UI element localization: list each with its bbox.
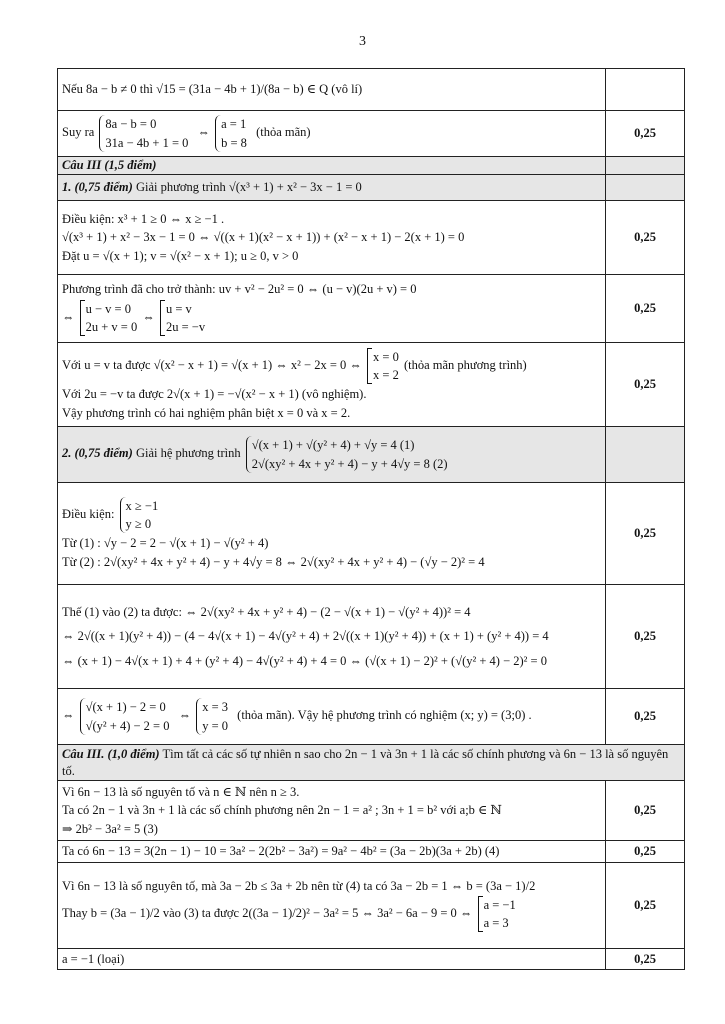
- score-cell: 0,25: [606, 689, 685, 745]
- equation: Với u = v ta được √(x² − x + 1) = √(x + 1) ⇔ x² − 2x = 0 ⇔: [62, 357, 362, 372]
- score-cell: [606, 157, 685, 175]
- problem-text: [62, 746, 680, 779]
- problem-heading: 1. (0,75 điểm): [62, 180, 133, 195]
- problem-title: [58, 175, 606, 201]
- score-cell: 0,25: [606, 275, 685, 343]
- math-line: Vì 6n − 13 là số nguyên tố, mà 3a − 2b ≤ 3a + 2b nên từ (4) ta có 3a − 2b = 1 ⇔ b = (3a − 1)/2: [62, 878, 536, 893]
- equation-union: [478, 896, 516, 932]
- math-line: Ta có 2n − 1 và 3n + 1 là các số chính phương nên 2n − 1 = a² ; 3n + 1 = b² với a;b ∈ ℕ: [62, 803, 502, 818]
- math-line: Thế (1) vào (2) ta được: ⇔ 2√(xy² + 4x + y² + 4) − (2 − √(x + 1) − √(y² + 4))² = 4: [62, 604, 471, 619]
- equation: y ≥ 0: [125, 517, 152, 531]
- equivalence-symbol: ⇔: [142, 309, 155, 324]
- equation-union: [367, 348, 399, 384]
- solution-table: [57, 68, 685, 970]
- math-line: Vậy phương trình có hai nghiệm phân biệt x = 0 và x = 2.: [62, 405, 351, 420]
- equation: √(y² + 4) − 2 = 0: [85, 718, 170, 733]
- math-line: ⇔ 2√((x + 1)(y² + 4)) − (4 − 4√(x + 1) − 4√(y² + 4) + 2√((x + 1)(y² + 4)) + (x + 1) + (y² + 4)) = 4: [62, 629, 549, 644]
- label: Suy ra: [62, 125, 95, 140]
- equation: b = 8: [221, 135, 247, 150]
- note: (thỏa mãn phương trình): [403, 357, 527, 372]
- content-cell: [58, 689, 606, 745]
- score-cell: 0,25: [606, 781, 685, 841]
- problem-statement: Tìm tất cả các số tự nhiên n sao cho 2n − 1 và 3n + 1 là các số chính phương và 6n − 13 là số nguyên tố.: [62, 747, 669, 778]
- equivalence-symbol: ⇔: [197, 125, 210, 140]
- score-cell: 0,25: [606, 111, 685, 157]
- equation: a = 1: [221, 117, 247, 132]
- score-cell: 0,25: [606, 201, 685, 275]
- problem-heading: Câu III. (1,0 điểm): [62, 747, 160, 761]
- equation: 2u + v = 0: [85, 319, 138, 334]
- equation: Thay b = (3a − 1)/2 vào (3) ta được 2((3a − 1)/2)² − 3a² = 5 ⇔ 3a² − 6a − 9 = 0 ⇔: [62, 906, 473, 921]
- content-cell: [58, 862, 606, 948]
- section-header-row: [58, 175, 685, 201]
- content-cell: [58, 275, 606, 343]
- content-cell: [58, 483, 606, 585]
- problem-heading: 2. (0,75 điểm): [62, 446, 133, 461]
- equation: x = 3: [202, 700, 229, 715]
- table-row: [58, 69, 685, 111]
- equation: √(x + 1) + √(y² + 4) + √y = 4 (1): [251, 438, 415, 453]
- score-cell: 0,25: [606, 841, 685, 863]
- equation: a = −1: [483, 898, 516, 913]
- note: (thỏa mãn). Vậy hệ phương trình có nghiệm (x; y) = (3;0) .: [237, 708, 532, 723]
- math-line: [62, 497, 601, 533]
- math-line: [62, 300, 601, 336]
- equation: 2u = −v: [165, 319, 206, 334]
- table-row: [58, 343, 685, 427]
- equation: a = 3: [483, 916, 509, 931]
- math-line: √(x³ + 1) + x² − 3x − 1 = 0 ⇔ √((x + 1)(x² − x + 1)) + (x² − x + 1) − 2(x + 1) = 0: [62, 230, 465, 245]
- equation: 8a − b = 0: [105, 117, 157, 132]
- score-cell: [606, 175, 685, 201]
- equation-system: [215, 115, 251, 151]
- content-cell: [58, 948, 606, 970]
- math-line: Từ (2) : 2√(xy² + 4x + y² + 4) − y + 4√y = 8 ⇔ 2√(xy² + 4x + y² + 4) − (√y − 2)² = 4: [62, 554, 485, 569]
- table-row: [58, 585, 685, 689]
- equation-system: [196, 698, 232, 734]
- table-row: [58, 841, 685, 863]
- equation-system: [246, 436, 452, 472]
- table-row: [58, 111, 685, 157]
- table-row: [58, 483, 685, 585]
- math-line: Ta có 6n − 13 = 3(2n − 1) − 10 = 3a² − 2(2b² − 3a²) = 9a² − 4b² = (3a − 2b)(3a + 2b) (4): [62, 844, 500, 858]
- table-row: [58, 275, 685, 343]
- math-line: Phương trình đã cho trở thành: uv + v² − 2u² = 0 ⇔ (u − v)(2u + v) = 0: [62, 282, 417, 297]
- equation: u = v: [165, 301, 192, 316]
- problem-title: [58, 745, 685, 781]
- math-line: ⇔ (x + 1) − 4√(x + 1) + 4 + (y² + 4) − 4√(y² + 4) + 4 = 0 ⇔ (√(x + 1) − 2)² + (√(y² + 4) − 2)² = 0: [62, 653, 547, 668]
- math-line: [62, 348, 601, 384]
- content-cell: [58, 841, 606, 863]
- math-line: [62, 698, 601, 734]
- score-cell: 0,25: [606, 948, 685, 970]
- equation-union: [160, 300, 205, 336]
- section-header-row: [58, 157, 685, 175]
- equation-union: [80, 300, 138, 336]
- table-row: [58, 948, 685, 970]
- content-cell: [58, 781, 606, 841]
- section-heading: Câu III (1,5 điểm): [62, 158, 157, 173]
- equation: 31a − 4b + 1 = 0: [105, 135, 189, 150]
- math-line: Từ (1) : √y − 2 = 2 − √(x + 1) − √(y² + 4): [62, 536, 269, 551]
- section-header-row: [58, 427, 685, 483]
- equivalence-symbol: ⇔: [178, 708, 192, 723]
- math-line: Điều kiện: x³ + 1 ≥ 0 ⇔ x ≥ −1 .: [62, 211, 225, 226]
- score-cell: 0,25: [606, 343, 685, 427]
- content-cell: [58, 343, 606, 427]
- equation: x = 0: [373, 349, 399, 364]
- note: (thỏa mãn): [256, 125, 311, 140]
- problem-statement: Giải phương trình √(x³ + 1) + x² − 3x − 1 = 0: [135, 180, 362, 195]
- equation: 2√(xy² + 4x + y² + 4) − y + 4√y = 8 (2): [251, 456, 448, 471]
- equation: u − v = 0: [85, 301, 131, 316]
- score-cell: [606, 427, 685, 483]
- page-number: 3: [359, 34, 366, 49]
- content-cell: [58, 111, 606, 157]
- math-line: Đặt u = √(x + 1); v = √(x² − x + 1); u ≥ 0, v > 0: [62, 248, 299, 263]
- content-cell: [58, 585, 606, 689]
- equation-system: [80, 698, 174, 734]
- math-line: Với 2u = −v ta được 2√(x + 1) = −√(x² − x + 1) (vô nghiệm).: [62, 387, 367, 402]
- equation: x = 2: [373, 368, 399, 382]
- equation: y = 0: [202, 718, 229, 733]
- equation-system: [99, 115, 192, 151]
- section-title: [58, 157, 606, 175]
- equivalence-symbol: ⇔: [62, 708, 75, 723]
- math-line: ⇒ 2b² − 3a² = 5 (3): [62, 821, 158, 836]
- equivalence-symbol: ⇔: [62, 309, 75, 324]
- math-line: Vì 6n − 13 là số nguyên tố và n ∈ ℕ nên n ≥ 3.: [62, 784, 300, 799]
- score-cell: 0,25: [606, 483, 685, 585]
- math-line: Nếu 8a − b ≠ 0 thì √15 = (31a − 4b + 1)/(8a − b) ∈ Q (vô lí): [62, 82, 363, 97]
- section-header-row: [58, 745, 685, 781]
- problem-statement: Giải hệ phương trình: [135, 446, 241, 461]
- content-cell: [58, 69, 606, 111]
- equation: √(x + 1) − 2 = 0: [85, 700, 166, 715]
- table-row: [58, 781, 685, 841]
- score-cell: 0,25: [606, 862, 685, 948]
- table-row: [58, 689, 685, 745]
- table-row: [58, 201, 685, 275]
- label: Điều kiện:: [62, 506, 115, 521]
- score-cell: [606, 69, 685, 111]
- equation-system: [120, 497, 163, 533]
- content-cell: [58, 201, 606, 275]
- problem-title: [58, 427, 606, 483]
- equation: x ≥ −1: [125, 498, 159, 513]
- math-line: a = −1 (loại): [62, 951, 125, 966]
- score-cell: 0,25: [606, 585, 685, 689]
- table-row: [58, 862, 685, 948]
- math-line: [62, 896, 601, 932]
